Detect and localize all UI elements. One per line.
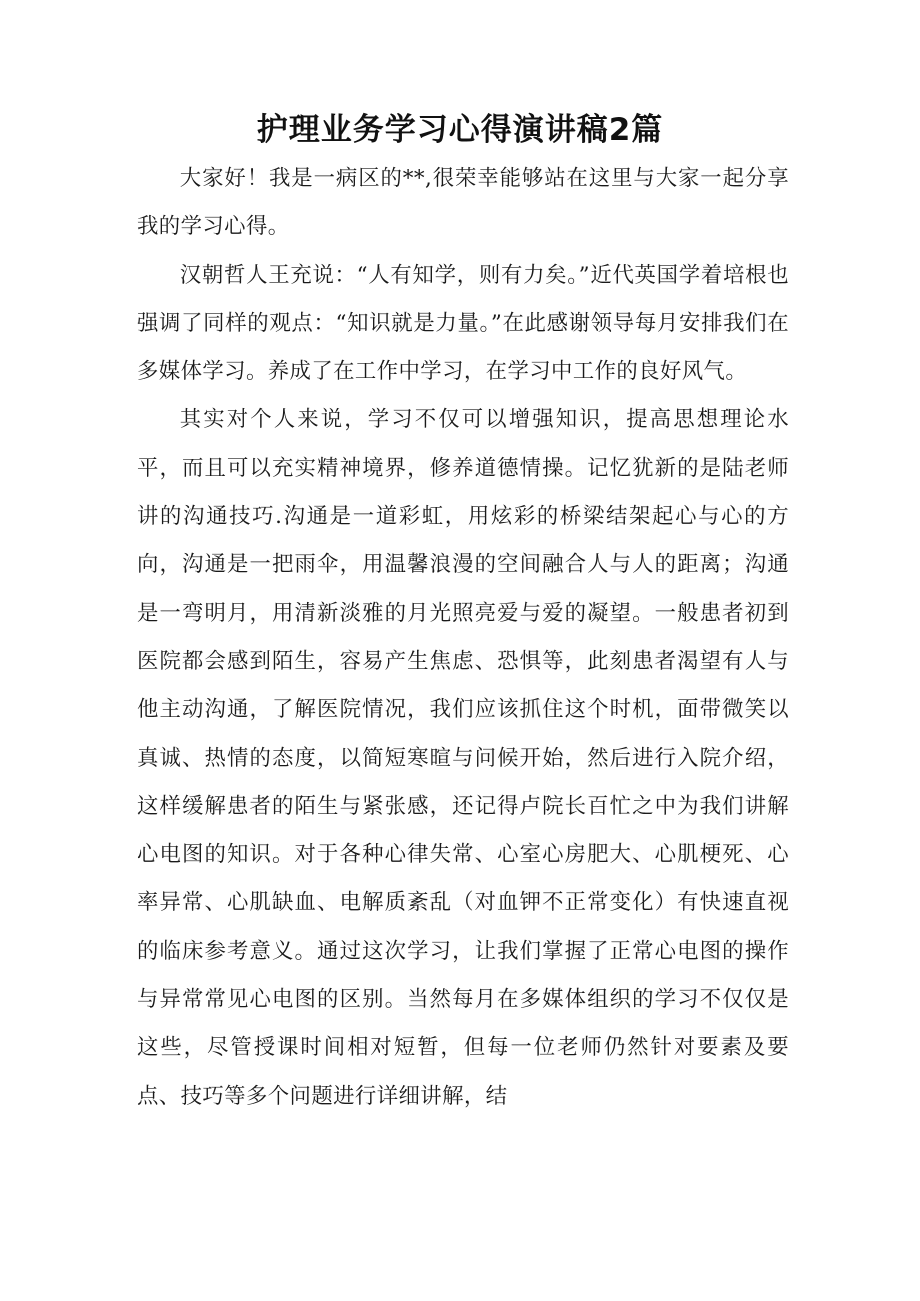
document-body (137, 155, 789, 1121)
paragraph-main: 其实对个人来说，学习不仅可以增强知识，提高思想理论水平，而且可以充实精神境界，修养道德情操。记忆犹新的是陆老师讲的沟通技巧.沟通是一道彩虹，用炫彩的桥梁结架起心与心的方向，沟通是一把雨伞，用温馨浪漫的空间融合人与人的距离；沟通是一弯明月，用清新淡雅的月光照亮爱与爱的凝望。一般患者初到医院都会感到陌生，容易产生焦虑、恐惧等，此刻患者渴望有人与他主动沟通，了解医院情况，我们应该抓住这个时机，面带微笑以真诚、热情的态度，以简短寒暄与问候开始，然后进行入院介绍，这样缓解患者的陌生与紧张感，还记得卢院长百忙之中为我们讲解心电图的知识。对于各种心律失常、心室心房肥大、心肌梗死、心率异常、心肌缺血、电解质紊乱（对血钾不正常变化）有快速直视的临床参考意义。通过这次学习，让我们掌握了正常心电图的操作与异常常见心电图的区别。当然每月在多媒体组织的学习不仅仅是这些，尽管授课时间相对短暂，但每一位老师仍然针对要素及要点、技巧等多个问题进行详细讲解，结 (137, 407, 789, 1109)
document-title: 护理业务学习心得演讲稿2篇 (256, 112, 664, 148)
paragraph-greeting: 大家好！我是一病区的**,很荣幸能够站在这里与大家一起分享我的学习心得。 (137, 166, 789, 240)
paragraph-quote: 汉朝哲人王充说：“人有知学，则有力矣。”近代英国学着培根也强调了同样的观点：“知识就是力量。”在此感谢领导每月安排我们在多媒体学习。养成了在工作中学习，在学习中工作的良好风气。 (137, 262, 789, 385)
